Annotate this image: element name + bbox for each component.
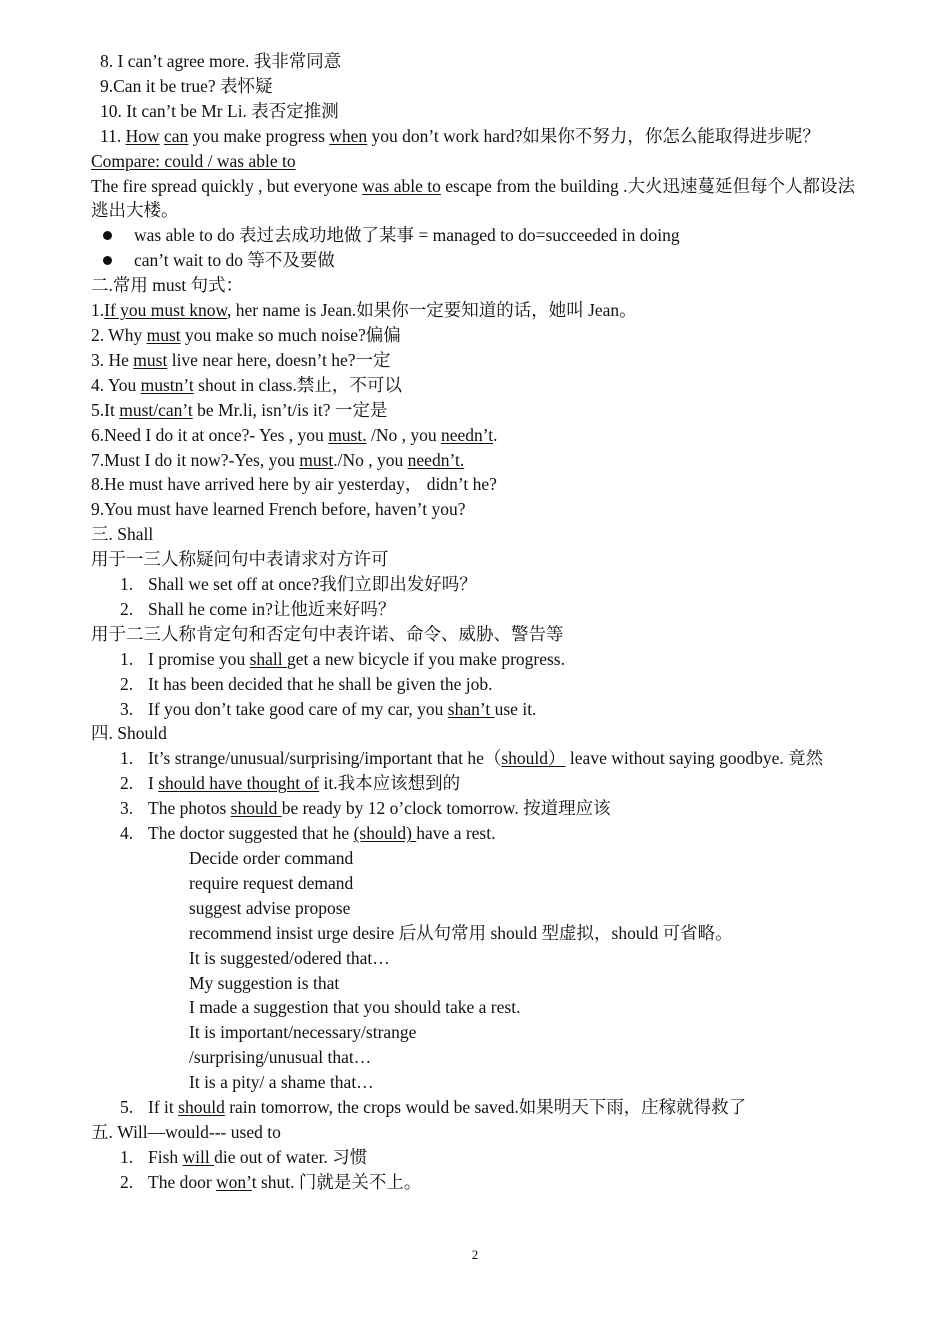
- underlined-text: must/can’t: [119, 399, 193, 420]
- text-line: [91, 547, 866, 572]
- text-segment: The fire spread quickly , but everyone: [91, 175, 363, 196]
- numbered-list-item: [91, 647, 866, 672]
- list-number: 5.: [120, 1097, 134, 1118]
- underlined-text: must: [299, 449, 334, 470]
- text-line: [91, 522, 866, 547]
- page-number: 2: [471, 1247, 479, 1262]
- text-line: [91, 896, 866, 921]
- underlined-text: when: [329, 125, 368, 146]
- text-segment: you don’t work hard?如果你不努力，你怎么能取得进步呢？: [367, 125, 820, 146]
- underlined-text: must: [146, 324, 181, 345]
- list-number: 1.: [120, 648, 134, 669]
- bullet-list-item: [91, 223, 866, 248]
- text-line: [91, 1120, 866, 1145]
- underlined-text: must: [133, 349, 168, 370]
- underlined-text: was able to: [362, 175, 441, 196]
- numbered-list-item: [91, 672, 866, 697]
- text-segment: .: [493, 424, 498, 445]
- text-line: [91, 921, 866, 946]
- underlined-text: should: [178, 1097, 225, 1118]
- text-line: [91, 398, 866, 423]
- text-line: [91, 846, 866, 871]
- text-segment: have a rest.: [416, 823, 496, 844]
- list-number: 2.: [120, 598, 134, 619]
- text-segment: Decide order command: [189, 848, 354, 868]
- text-segment: Shall he come in?让他近来好吗？: [148, 598, 396, 619]
- list-number: 4.: [120, 823, 134, 844]
- text-line: [91, 946, 866, 971]
- text-segment: /surprising/unusual that…: [189, 1047, 372, 1068]
- text-line: [91, 995, 866, 1020]
- text-segment: require request demand: [189, 872, 354, 893]
- text-segment: 6.Need I do it at once?- Yes , you: [91, 424, 329, 445]
- text-segment: It’s strange/unusual/surprising/important that he（: [148, 748, 502, 769]
- text-segment: 三. Shall: [91, 524, 154, 545]
- text-segment: 5.It: [91, 399, 120, 420]
- text-line: [91, 348, 866, 373]
- text-segment: 用于二三人称肯定句和否定句中表许诺、命令、威胁、警告等: [91, 623, 564, 644]
- text-line: [91, 1020, 866, 1045]
- underlined-text: If you must know: [104, 300, 227, 321]
- text-segment: was able to do 表过去成功地做了某事 = managed to do=succeeded in doing: [134, 225, 680, 246]
- text-line: [91, 448, 866, 473]
- underlined-text: won’: [216, 1171, 252, 1192]
- list-number: 1.: [120, 1146, 134, 1167]
- list-number: 2.: [120, 773, 134, 794]
- text-line: [91, 74, 866, 99]
- text-segment: 四. Should: [91, 723, 167, 744]
- text-segment: ./No , you: [333, 449, 408, 470]
- text-line: [91, 1070, 866, 1095]
- text-segment: If you don’t take good care of my car, you: [148, 698, 448, 719]
- text-segment: you make progress: [188, 125, 330, 146]
- list-number: 2.: [120, 1171, 134, 1192]
- text-segment: 8. I can’t agree more. 我非常同意: [100, 51, 342, 71]
- text-segment: 2. Why: [91, 324, 147, 345]
- text-segment: 8.He must have arrived here by air yesterday， didn’t he?: [91, 474, 497, 495]
- text-segment: /No , you: [366, 424, 441, 445]
- text-line: [91, 298, 866, 323]
- text-line: [91, 472, 866, 497]
- text-segment: be ready by 12 o’clock tomorrow. 按道理应该: [281, 798, 611, 819]
- numbered-list-item: [91, 597, 866, 622]
- text-line: [91, 871, 866, 896]
- text-line: [91, 721, 866, 746]
- text-line: [91, 99, 866, 124]
- bullet-icon: [103, 231, 112, 240]
- text-line: [91, 373, 866, 398]
- text-segment: The photos: [148, 798, 231, 819]
- list-number: 2.: [120, 673, 134, 694]
- text-line: [91, 971, 866, 996]
- text-line: [91, 124, 866, 149]
- text-segment: 7.Must I do it now?-Yes, you: [91, 449, 300, 470]
- text-segment: 9.Can it be true? 表怀疑: [100, 75, 273, 96]
- underlined-text: must.: [328, 424, 367, 445]
- text-segment: 4. You: [91, 374, 141, 395]
- text-segment: If it: [148, 1097, 179, 1118]
- list-number: 3.: [120, 798, 134, 819]
- underlined-text: needn’t: [440, 424, 494, 445]
- list-number: 1.: [120, 574, 134, 595]
- numbered-list-item: [91, 1145, 866, 1170]
- text-segment: can’t wait to do 等不及要做: [134, 250, 335, 271]
- list-number: 3.: [120, 698, 134, 719]
- text-segment: 1.: [91, 300, 105, 321]
- text-line: [91, 497, 866, 522]
- numbered-list-item: [91, 771, 866, 796]
- text-segment: it.我本应该想到的: [319, 773, 461, 794]
- underlined-text: shan’t: [447, 698, 495, 719]
- text-segment: 10. It can’t be Mr Li. 表否定推测: [100, 100, 339, 121]
- text-line: [91, 174, 866, 224]
- bullet-icon: [103, 256, 112, 265]
- underlined-text: should: [230, 798, 282, 819]
- text-segment: The door: [148, 1171, 217, 1192]
- text-segment: use it.: [494, 698, 537, 719]
- underlined-text: should）: [501, 748, 566, 769]
- text-segment: 3. He: [91, 349, 134, 370]
- text-segment: I made a suggestion that you should take a rest.: [189, 997, 521, 1018]
- text-segment: 9.You must have learned French before, haven’t you?: [91, 499, 466, 520]
- text-segment: die out of water. 习惯: [214, 1146, 368, 1167]
- text-segment: suggest advise propose: [189, 897, 351, 918]
- text-segment: , her name is Jean.如果你一定要知道的话，她叫 Jean。: [226, 300, 637, 321]
- text-segment: recommend insist urge desire 后从句常用 should 型虚拟，should 可省略。: [189, 922, 733, 943]
- text-segment: escape from the building .大火迅速蔓延但每个人都设法逃出大楼。: [91, 175, 856, 221]
- numbered-list-item: [91, 821, 866, 846]
- underlined-text: How: [125, 125, 160, 146]
- numbered-list-item: [91, 697, 866, 722]
- text-line: [91, 423, 866, 448]
- text-segment: I: [148, 773, 159, 794]
- text-segment: Fish: [148, 1146, 183, 1167]
- text-line: [91, 323, 866, 348]
- text-line: [91, 273, 866, 298]
- text-segment: 11.: [100, 125, 126, 146]
- text-segment: 二.常用 must 句式：: [91, 275, 244, 296]
- text-segment: t shut. 门就是关不上。: [251, 1171, 422, 1192]
- text-line: [91, 49, 866, 74]
- document-body: [91, 49, 866, 1195]
- text-segment: Shall we set off at once?我们立即出发好吗？: [148, 574, 477, 595]
- text-segment: 五. Will—would--- used to: [91, 1121, 281, 1142]
- text-segment: rain tomorrow, the crops would be saved.如果明天下雨，庄稼就得救了: [224, 1097, 747, 1118]
- text-segment: My suggestion is that: [189, 972, 340, 993]
- numbered-list-item: [91, 572, 866, 597]
- bullet-list-item: [91, 248, 866, 273]
- text-segment: leave without saying goodbye. 竟然: [565, 748, 824, 769]
- text-line: [91, 1045, 866, 1070]
- text-line: [91, 149, 866, 174]
- text-segment: It has been decided that he shall be given the job.: [148, 673, 493, 694]
- numbered-list-item: [91, 1095, 866, 1120]
- numbered-list-item: [91, 746, 866, 771]
- text-segment: It is suggested/odered that…: [189, 947, 390, 968]
- text-line: [91, 622, 866, 647]
- text-segment: live near here, doesn’t he?一定: [167, 349, 391, 370]
- underlined-text: can: [164, 125, 189, 146]
- underlined-text: Compare: could / was able to: [91, 150, 296, 171]
- underlined-text: mustn’t: [140, 374, 194, 395]
- numbered-list-item: [91, 1170, 866, 1195]
- numbered-list-item: [91, 796, 866, 821]
- text-segment: I promise you: [148, 648, 250, 669]
- text-segment: shout in class.禁止，不可以: [193, 374, 402, 395]
- underlined-text: needn’t.: [407, 449, 465, 470]
- text-segment: you make so much noise?偏偏: [180, 324, 401, 345]
- underlined-text: shall: [249, 648, 288, 669]
- text-segment: The doctor suggested that he: [148, 823, 354, 844]
- text-segment: 用于一三人称疑问句中表请求对方许可: [91, 549, 389, 570]
- underlined-text: (should): [353, 823, 417, 844]
- text-segment: It is important/necessary/strange: [189, 1022, 417, 1043]
- underlined-text: will: [182, 1146, 215, 1167]
- underlined-text: should have thought of: [158, 773, 320, 794]
- text-segment: be Mr.li, isn’t/is it? 一定是: [192, 399, 388, 420]
- list-number: 1.: [120, 748, 134, 769]
- text-segment: get a new bicycle if you make progress.: [287, 648, 565, 669]
- text-segment: It is a pity/ a shame that…: [189, 1072, 374, 1093]
